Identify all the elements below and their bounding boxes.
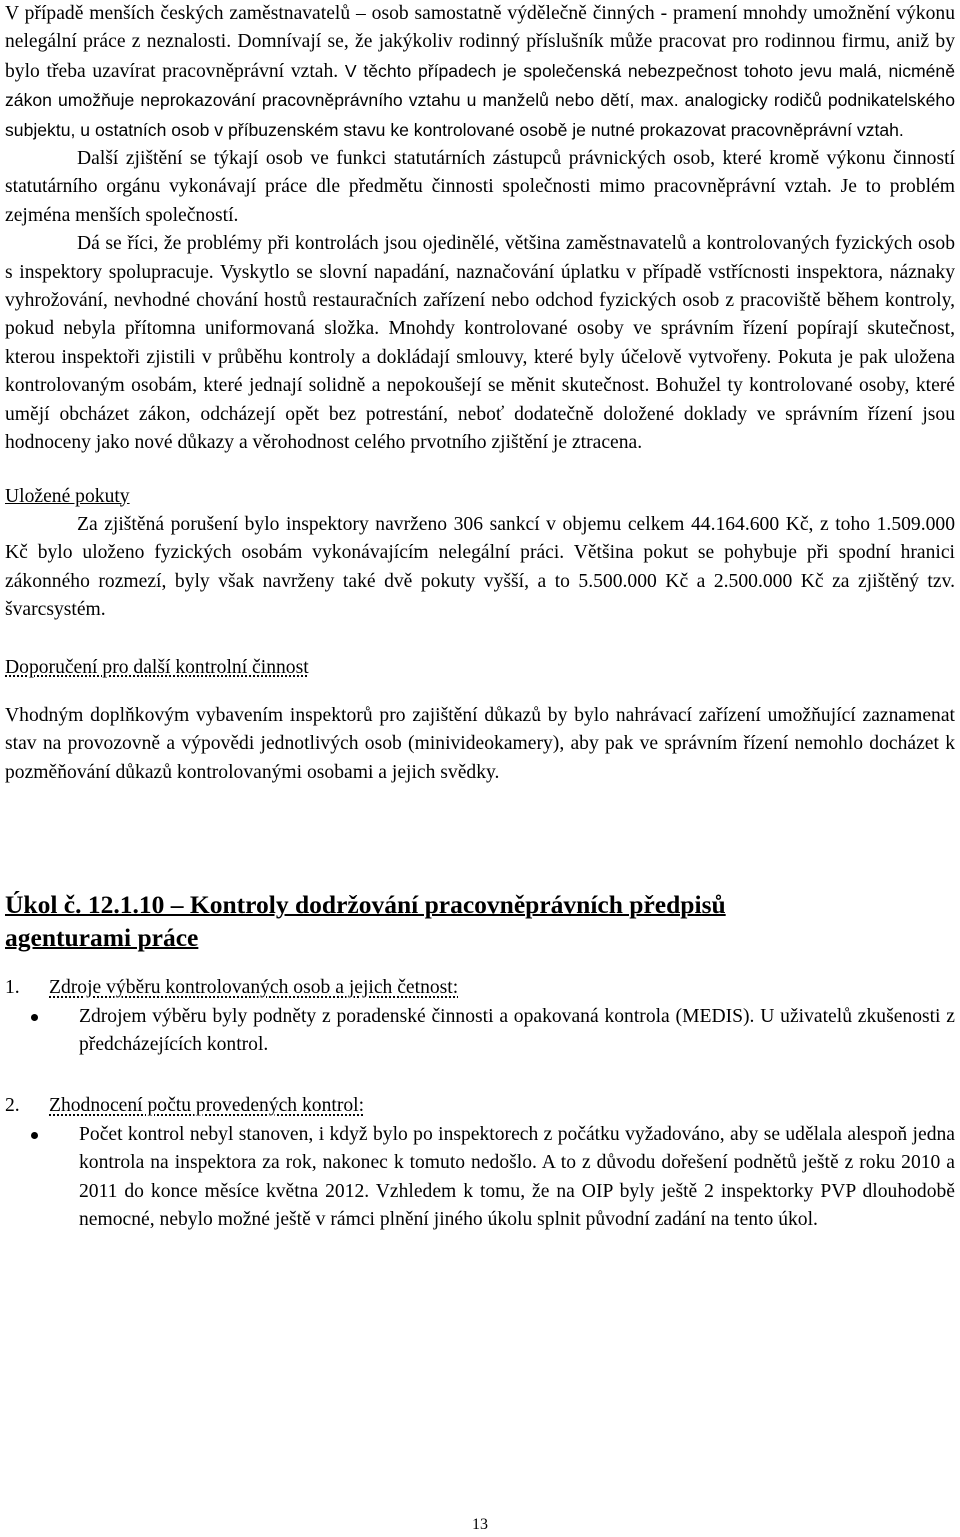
recommendation-heading-text: Doporučení pro další kontrolní činnost — [5, 656, 309, 678]
penalties-heading — [5, 483, 955, 511]
recommendation-text: Vhodným doplňkovým vybavením inspektorů pro zajištění důkazů by bylo nahrávací zařízení umožňující zaznamenat stav na provozovně a výpovědi jednotlivých osob (minivideokamery), aby pak ve správním řízení nemohlo docházet k pozměňování důkazů kontrolovanými osobami a jejich svědky. — [5, 704, 955, 783]
document-page — [5, 0, 955, 1234]
task-title-line1: Úkol č. 12.1.10 – Kontroly dodržování pracovněprávních předpisů — [5, 890, 726, 920]
paragraph-statutory-representatives: Další zjištění se týkají osob ve funkci statutárních zástupců právnických osob, které kromě výkonu činností statutárního orgánu vykonávají práce dle předmětu činnosti společnosti mimo pracovněprávní vztah. Je to problém zejména menších společností. — [5, 148, 955, 226]
numbered-item-1 — [5, 974, 955, 1002]
task-title-line2: agenturami práce — [5, 923, 199, 953]
list-item — [5, 1121, 955, 1235]
numbered-item-1-number: 1. — [5, 977, 20, 999]
paragraph-family-members-text: V případě menších českých zaměstnavatelů – osob samostatně výdělečně činných - pramení mnohdy umožnění výkonu nelegální práce z neznalosti. Domnívají se, že jakýkoliv rodinný příslušník může pracovat pro rodinnou firmu, aniž by bylo třeba uzavírat pracovněprávní vztah. — [5, 3, 955, 82]
paragraph-inspection-problems: Dá se říci, že problémy při kontrolách jsou ojedinělé, většina zaměstnavatelů a kontrolovaných fyzických osob s inspektory spolupracuje. Vyskytlo se slovní napadání, naznačování úplatku v případě vstřícnosti inspektora, náznaky vyhrožování, nevhodné chování hostů restauračních zařízení nebo odchod fyzických osob z pracoviště během kontroly, pokud nebyla přítomna uniformovaná složka. Mnohdy kontrolované osoby ve správním řízení popírají skutečnost, kterou inspektoři zjistili v průběhu kontroly a dokládají smlouvy, které byly účelově vytvořeny. Pokuta je pak uložena kontrolovaným osobám, které jednají solidně a nepokoušejí se měnit skutečnost. Bohužel ty kontrolované osoby, které umějí obcházet zákon, odcházejí opět bez potrestání, neboť dodatečně doložené doklady ve správním řízení jsou hodnoceny jako nové důkazy a věrohodnost celého prvotního zjištění je ztracena. — [5, 233, 955, 454]
paragraph-family-members — [5, 0, 955, 145]
list-item-text: Zdrojem výběru byly podněty z poradenské činnosti a opakovaná kontrola (MEDIS). U uživatelů zkušenosti z předcházejících kontrol. — [79, 1005, 955, 1055]
numbered-item-2-number: 2. — [5, 1095, 20, 1117]
list-item — [5, 1003, 955, 1060]
bullet-icon — [5, 1121, 79, 1235]
task-heading — [5, 888, 955, 954]
page-number: 13 — [472, 1516, 488, 1533]
numbered-item-1-heading: Zdroje výběru kontrolovaných osob a jejich četnost: — [49, 977, 459, 999]
recommendation-heading — [5, 654, 955, 682]
penalties-heading-text: Uložené pokuty — [5, 485, 130, 507]
numbered-item-2 — [5, 1092, 955, 1120]
penalties-text: Za zjištěná porušení bylo inspektory navrženo 306 sankcí v objemu celkem 44.164.600 Kč, z toho 1.509.000 Kč bylo uloženo fyzických osobám vykonávajícím nelegální práci. Většina pokut se pohybuje při spodní hranici zákonného rozmezí, byly však navrženy také dvě pokuty vyšší, a to 5.500.000 Kč a 2.500.000 Kč za zjištěný tzv. švarcsystém. — [5, 513, 955, 621]
bullet-list-2 — [5, 1121, 955, 1235]
paragraph-family-members-sans-text: V těchto případech je společenská nebezpečnost tohoto jevu malá, nicméně zákon umožňuje neprokazování pracovněprávního vztahu u manželů nebo dětí, max. analogicky rodičů podnikatelského subjektu, u ostatních osob v příbuzenském stavu ke kontrolované osobě je nutné prokazovat pracovněprávní vztah. — [5, 60, 955, 140]
bullet-icon — [5, 1003, 79, 1060]
bullet-list-1 — [5, 1003, 955, 1060]
list-item-text: Počet kontrol nebyl stanoven, i když bylo po inspektorech z počátku vyžadováno, aby se udělala alespoň jedna kontrola na inspektora za rok, nakonec k tomuto nedošlo. A to z důvodu dořešení podnětů ještě z roku 2010 a 2011 do konce měsíce května 2012. Vzhledem k tomu, že na OIP byly ještě 2 inspektorky PVP dlouhodobě nemocné, nebylo možné ještě v rámci plnění jiného úkolu splnit původní zadání na tento úkol. — [79, 1123, 955, 1230]
numbered-item-2-heading: Zhodnocení počtu provedených kontrol: — [49, 1095, 365, 1117]
